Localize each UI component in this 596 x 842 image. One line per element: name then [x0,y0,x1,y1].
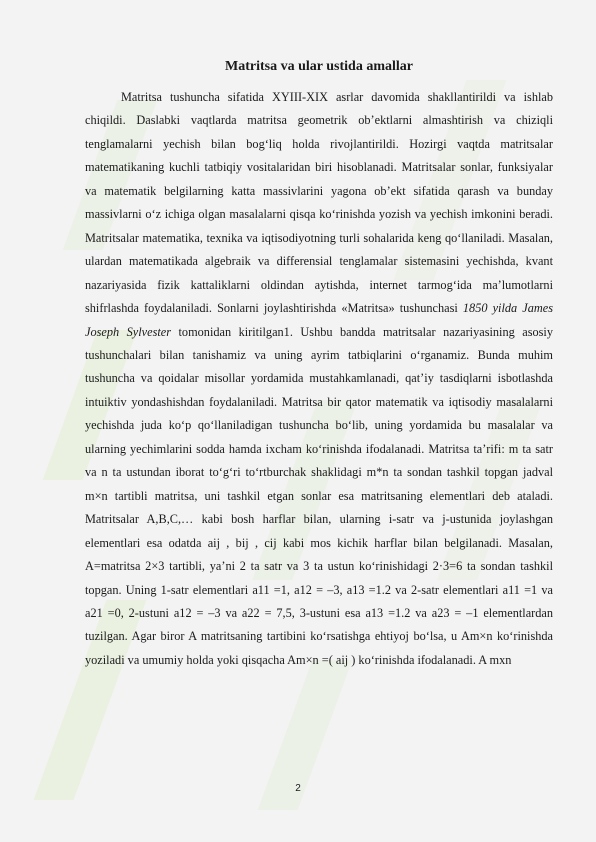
paragraph-italic-text: 1850 yilda James Joseph Sylvester [85,301,553,339]
document-title: Matritsa va ular ustida amallar [225,59,413,74]
paragraph-text-1: Matritsa tushuncha sifatida XYIII-XIX asrlar davomida shakllantirildi va ishlab chiqildi. Daslabki vaqtlarda matritsa geometrik ob’ektlarni almashtirish va chiziqli tenglamalarni yechish bilan bog‘liq holda rivojlantirildi. Hozirgi vaqtda matritsalar matematikaning kuchli tatbiqiy vositalaridan biri hisoblanadi. Matritsalar sonlar, funksiyalar va matematik belgilarning katta massivlarini yagona ob’ekt sifatida qarash va bunday massivlarni o‘z ichiga olgan masalalarni qisqa ko‘rinishda yozish va yechish imkonini beradi. Matritsalar matematika, texnika va iqtisodiyotning turli sohalarida keng qo‘llaniladi. Masalan, ulardan matematikada algebraik va differensial tenglamalar sistemasini yechishda, kvant nazariyasida fizik kattaliklarni oldindan aytishda, internet tarmog‘ida ma’lumotlarni shifrlashda foydalaniladi. Sonlarni joylashtirishda «Matritsa» tushunchasi [85,90,553,316]
body-paragraph [85,86,553,672]
page-number: 2 [295,783,301,794]
paragraph-text-2: tomonidan kiritilgan1. Ushbu bandda matritsalar nazariyasining asosiy tushunchalari bilan tanishamiz va uning ayrim tatbiqlarini o‘rganamiz. Bunda muhim tushuncha va qoidalar misollar yordamida mustahkamlanadi, qat’iy tasdiqlarni isbotlashda intuiktiv yondashishdan foydalaniladi. Matritsa bir qator matematik va iqtisodiy masalalarni yechishda juda ko‘p qo‘llaniladigan tushuncha bo‘lib, uning yordamida bu masalalar va ularning yechimlarini sodda hamda ixcham ko‘rinishda ifodalanadi. Matritsa ta’rifi: m ta satr va n ta ustundan iborat to‘g‘ri to‘rtburchak shaklidagi m*n ta sondan tashkil topgan jadval m×n tartibli matritsa, uni tashkil etgan sonlar esa matritsaning elementlari deb ataladi. Matritsalar A,B,C,… kabi bosh harflar bilan, ularning i-satr va j-ustunida joylashgan elementlari esa odatda aij , bij , cij kabi mos kichik harflar bilan belgilanadi. Masalan, A=matritsa 2×3 tartibli, ya’ni 2 ta satr va 3 ta ustun ko‘rinishidagi 2·3=6 ta sondan tashkil topgan. Uning 1-satr elementlari a11 =1, a12 = –3, a13 =1.2 va 2-satr elementlari a11 =1 va a21 =0, 2-ustuni a12 = –3 va a22 = 7,5, 3-ustuni esa a13 =1.2 va a23 = –1 elementlardan tuzilgan. Agar biror A matritsaning tartibini ko‘rsatishga ehtiyoj bo‘lsa, u Am×n ko‘rinishda yoziladi va umumiy holda yoki qisqacha Am×n =( aij ) ko‘rinishda ifodalanadi. A mxn [85,324,553,667]
document-content [85,58,553,672]
